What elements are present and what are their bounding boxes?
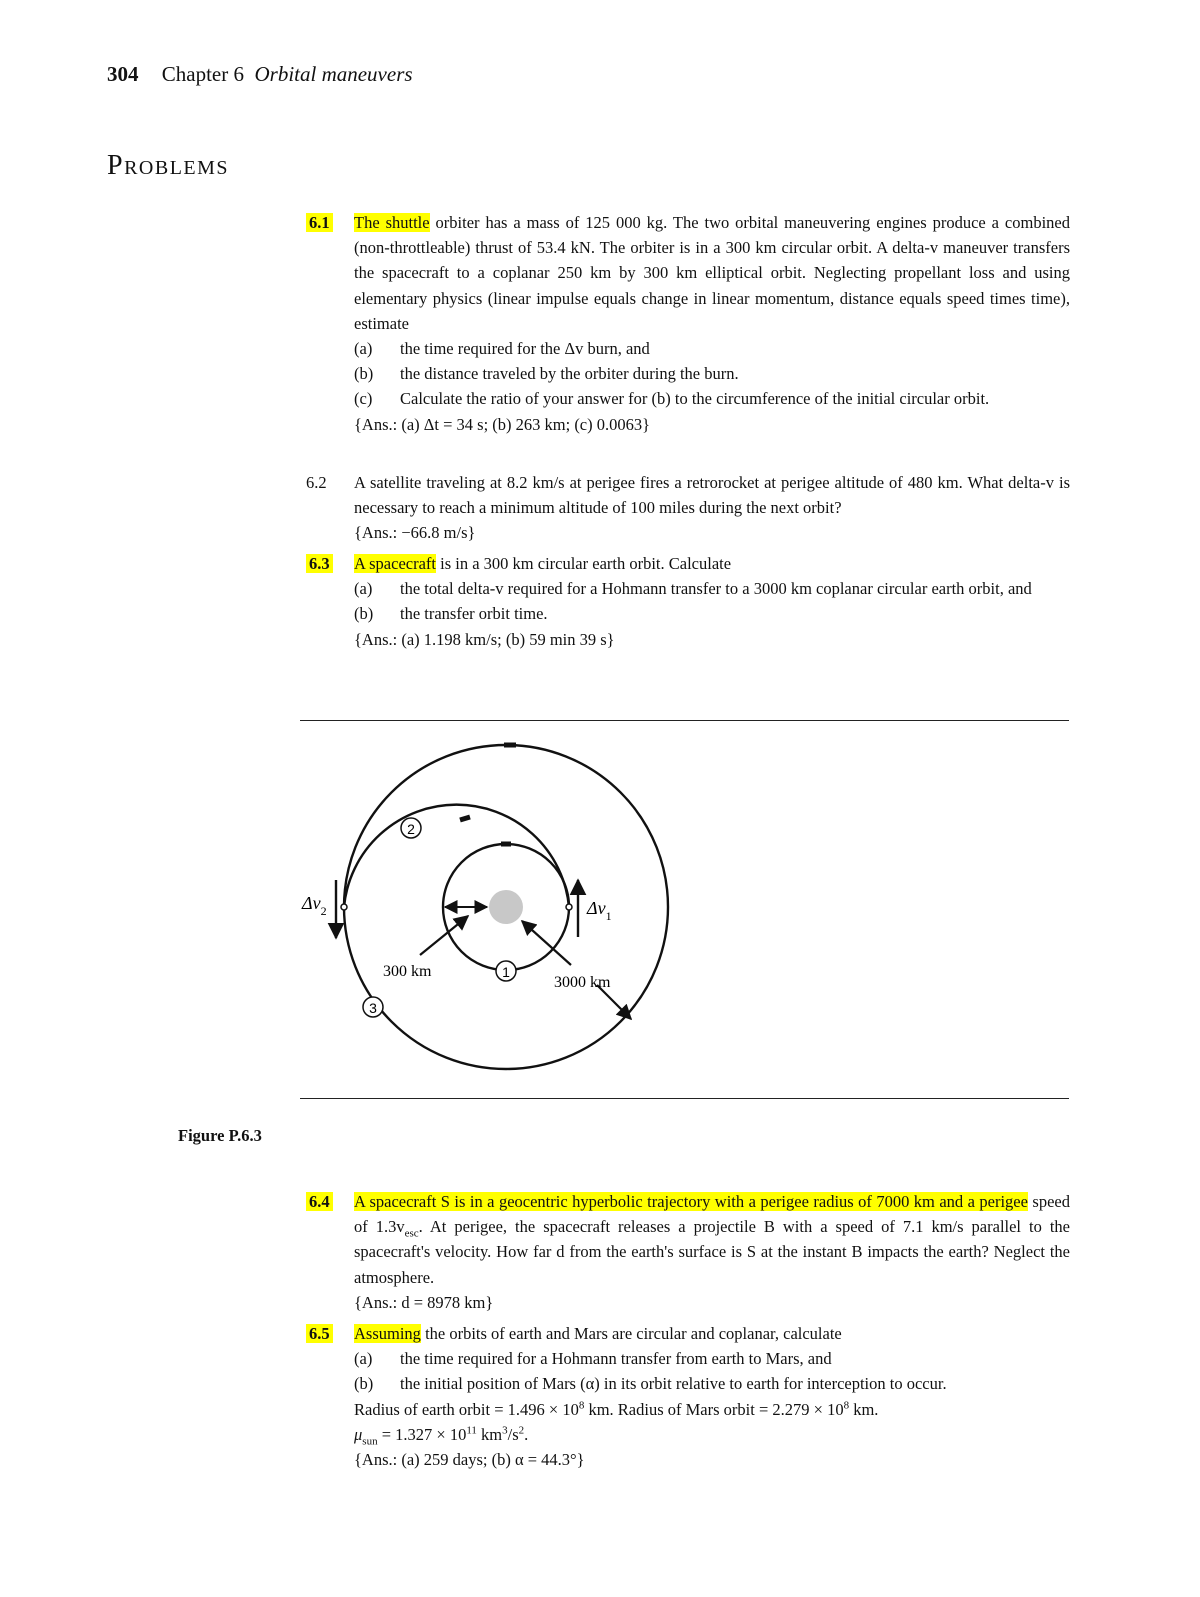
highlighted-text: A spacecraft [354, 554, 436, 573]
highlighted-text: Assuming [354, 1324, 421, 1343]
list-item: (a) the time required for the Δv burn, and [354, 339, 650, 359]
chapter-label: Chapter 6 [161, 62, 244, 86]
marker-2 [401, 818, 421, 838]
marker-3 [363, 997, 383, 1017]
page-number: 304 [107, 62, 139, 86]
answer: {Ans.: (a) 259 days; (b) α = 44.3°} [354, 1450, 585, 1470]
problem-number: 6.4 [306, 1192, 333, 1211]
list-item: (a) the time required for a Hohmann transfer from earth to Mars, and [354, 1349, 832, 1369]
figure-top-rule [300, 720, 1069, 721]
answer: {Ans.: d = 8978 km} [354, 1292, 494, 1312]
problem-6-4: 6.4 A spacecraft S is in a geocentric hyperbolic trajectory with a perigee radius of 7000 km and a perigee speed of $1.3v_{esc}$. At perigee, the spacecraft releases a projectile B with a speed of 7.1 km/s parallel to the spacecraft's velocity. How far d from the earth's surface is S at the instant B impacts the earth? Neglect the atmosphere. {Ans.: d = 8978 km} [306, 1189, 1070, 1315]
problem-number: 6.1 [306, 213, 333, 232]
answer: {Ans.: −66.8 m/s} [354, 523, 476, 543]
figure-caption: Figure P.6.3 [178, 1126, 262, 1145]
problem-text: is in a 300 km circular earth orbit. Calculate [436, 554, 732, 573]
svg-text:2: 2 [407, 821, 415, 837]
problem-6-5 [306, 1321, 1070, 1472]
problem-text: A satellite traveling at 8.2 km/s at perigee fires a retrorocket at perigee altitude of 480 km. What delta-v is necessary to reach a minimum altitude of 100 miles during the next orbit? [354, 473, 1070, 518]
answer: {Ans.: (a) 1.198 km/s; (b) 59 min 39 s} [354, 629, 615, 649]
problem-text: . At perigee, the spacecraft releases a projectile B with a speed of 7.1 km/s parallel to the spacecraft's velocity. How far d from the earth's surface is S at the instant B impacts the earth? Neglect the atmosphere. [354, 1217, 1070, 1287]
problem-6-2 [306, 470, 1070, 546]
label-dv1: $\Delta v_1$ [587, 898, 612, 923]
problem-text: the orbits of earth and Mars are circular and coplanar, calculate [420, 1324, 842, 1343]
problem-number: 6.2 [306, 473, 327, 492]
list-item: (a) the total delta-v required for a Hohmann transfer to a 3000 km coplanar circular earth orbit, and [354, 579, 1032, 599]
label-300km: 300 km [383, 963, 432, 980]
svg-text:3: 3 [369, 1000, 377, 1016]
label-dv2: $\Delta v_2$ [302, 893, 327, 918]
transfer-orbit [344, 805, 569, 907]
running-header [107, 62, 413, 87]
apogee-point [341, 904, 347, 910]
problem-text: orbiter has a mass of 125 000 kg. The two orbital maneuvering engines produce a combined (non-throttleable) thrust of 53.4 kN. The orbiter is in a 300 km circular orbit. A delta-v maneuver transfers the spacecraft to a coplanar 250 km by 300 km elliptical orbit. Neglecting propellant loss and using elementary physics (linear impulse equals change in linear momentum, distance equals speed times time), estimate [354, 213, 1070, 333]
given-data-mu: $\mu_{sun} = 1.327 \times 10^{11}$ $km^3/s^2$. [354, 1424, 529, 1448]
highlighted-text: A spacecraft S is in a geocentric hyperbolic trajectory with a perigee radius of 7000 km and a perigee [354, 1192, 1028, 1211]
problem-6-3 [306, 551, 1070, 652]
label-3000km: 3000 km [554, 974, 611, 991]
given-data-radii: Radius of earth orbit = $1.496 \times 10^8$ km. Radius of Mars orbit = $2.279 \times 10^8$ km. [354, 1399, 879, 1419]
earth [489, 890, 523, 924]
perigee-point [566, 904, 572, 910]
hohmann-transfer-diagram [290, 735, 710, 1085]
section-title: Problems [107, 150, 230, 181]
list-item: (b) the transfer orbit time. [354, 604, 548, 624]
orbit-direction-mark [460, 817, 470, 820]
problem-6-1 [306, 210, 1070, 437]
list-item: (b) the initial position of Mars (α) in its orbit relative to earth for interception to occur. [354, 1374, 947, 1394]
leader-3000km [522, 921, 571, 965]
problem-number: 6.5 [306, 1324, 333, 1343]
marker-1 [496, 961, 516, 981]
svg-text:1: 1 [502, 964, 510, 980]
figure-bottom-rule [300, 1098, 1069, 1099]
list-item: (c) Calculate the ratio of your answer for (b) to the circumference of the initial circular orbit. [354, 389, 990, 409]
highlighted-text: The shuttle [354, 213, 430, 232]
chapter-title: Orbital maneuvers [254, 62, 413, 86]
answer: {Ans.: (a) Δt = 34 s; (b) 263 km; (c) 0.0063} [354, 414, 651, 434]
list-item: (b) the distance traveled by the orbiter during the burn. [354, 364, 739, 384]
problem-number: 6.3 [306, 554, 333, 573]
